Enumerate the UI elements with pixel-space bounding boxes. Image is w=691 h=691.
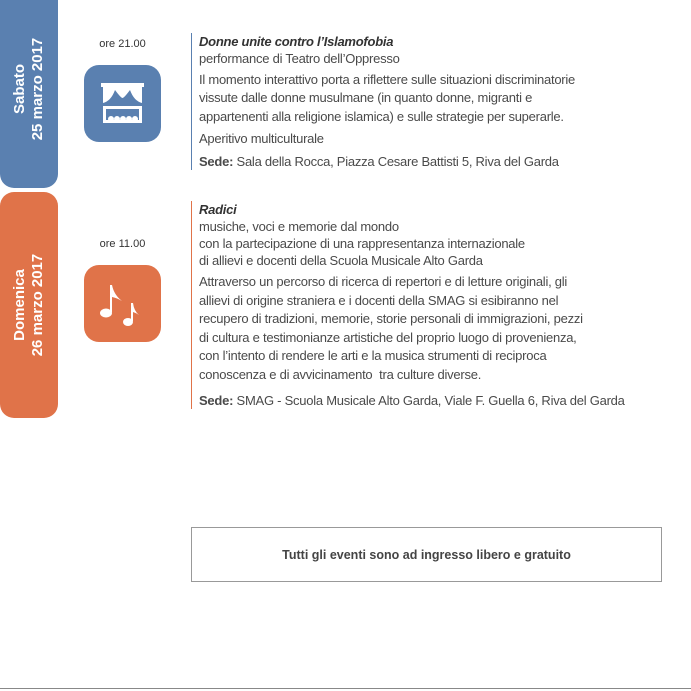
event-title: Donne unite contro l’Islamofobia bbox=[199, 34, 394, 49]
theater-stage-icon bbox=[84, 65, 161, 142]
event-description: allievi di origine straniera e i docenti della SMAG si esibiranno nel bbox=[199, 292, 559, 308]
event-time: ore 11.00 bbox=[99, 238, 146, 250]
event-venue bbox=[199, 392, 625, 409]
event-title: Radici bbox=[199, 202, 237, 217]
event-subtitle: performance di Teatro dell’Oppresso bbox=[199, 51, 400, 66]
venue-label: Sede: bbox=[199, 154, 234, 169]
venue-text: Sala della Rocca, Piazza Cesare Battisti 5, Riva del Garda bbox=[236, 154, 559, 169]
event-subtitle: di allievi e docenti della Scuola Musicale Alto Garda bbox=[199, 253, 483, 268]
event-time: ore 21.00 bbox=[99, 38, 146, 50]
event-description: appartenenti alla religione islamica) e sulle strategie per superarle. bbox=[199, 109, 564, 124]
event-subtitle: con la partecipazione di una rappresentanza internazionale bbox=[199, 236, 525, 251]
event-description: recupero di tradizioni, memorie, storie personali di immigrazioni, pezzi bbox=[199, 311, 583, 326]
venue-text: SMAG - Scuola Musicale Alto Garda, Viale F. Guella 6, Riva del Garda bbox=[236, 393, 625, 408]
event-subtitle: musiche, voci e memorie dal mondo bbox=[199, 219, 399, 234]
venue-label: Sede: bbox=[199, 393, 234, 408]
event-description: vissute dalle donne musulmane (in quanto donne, migranti e bbox=[199, 90, 533, 105]
event-extra: Aperitivo multiculturale bbox=[199, 131, 324, 146]
music-notes-icon bbox=[84, 265, 161, 342]
day-label: Sabato bbox=[11, 63, 28, 115]
day-label: Domenica bbox=[11, 269, 28, 341]
event-details bbox=[191, 201, 625, 409]
event-description: di cultura e testimonianze artistiche del proprio luogo di provenienza, bbox=[199, 329, 577, 345]
date-label: 26 marzo 2017 bbox=[29, 253, 46, 357]
event-details bbox=[191, 33, 575, 170]
date-label: 25 marzo 2017 bbox=[29, 37, 46, 141]
event-venue bbox=[199, 153, 575, 170]
date-tab-sunday bbox=[0, 192, 58, 418]
free-entry-notice: Tutti gli eventi sono ad ingresso libero e gratuito bbox=[191, 527, 662, 582]
event-description: Attraverso un percorso di ricerca di repertori e di letture originali, gli bbox=[199, 274, 568, 289]
event-description: Il momento interattivo porta a riflettere sulle situazioni discriminatorie bbox=[199, 72, 576, 87]
page-divider bbox=[0, 688, 691, 689]
date-tab-saturday bbox=[0, 0, 58, 188]
event-description: conoscenza e di avvicinamento tra culture diverse. bbox=[199, 366, 482, 382]
event-description: con l’intento di rendere le arti e la musica strumenti di reciproca bbox=[199, 348, 547, 363]
